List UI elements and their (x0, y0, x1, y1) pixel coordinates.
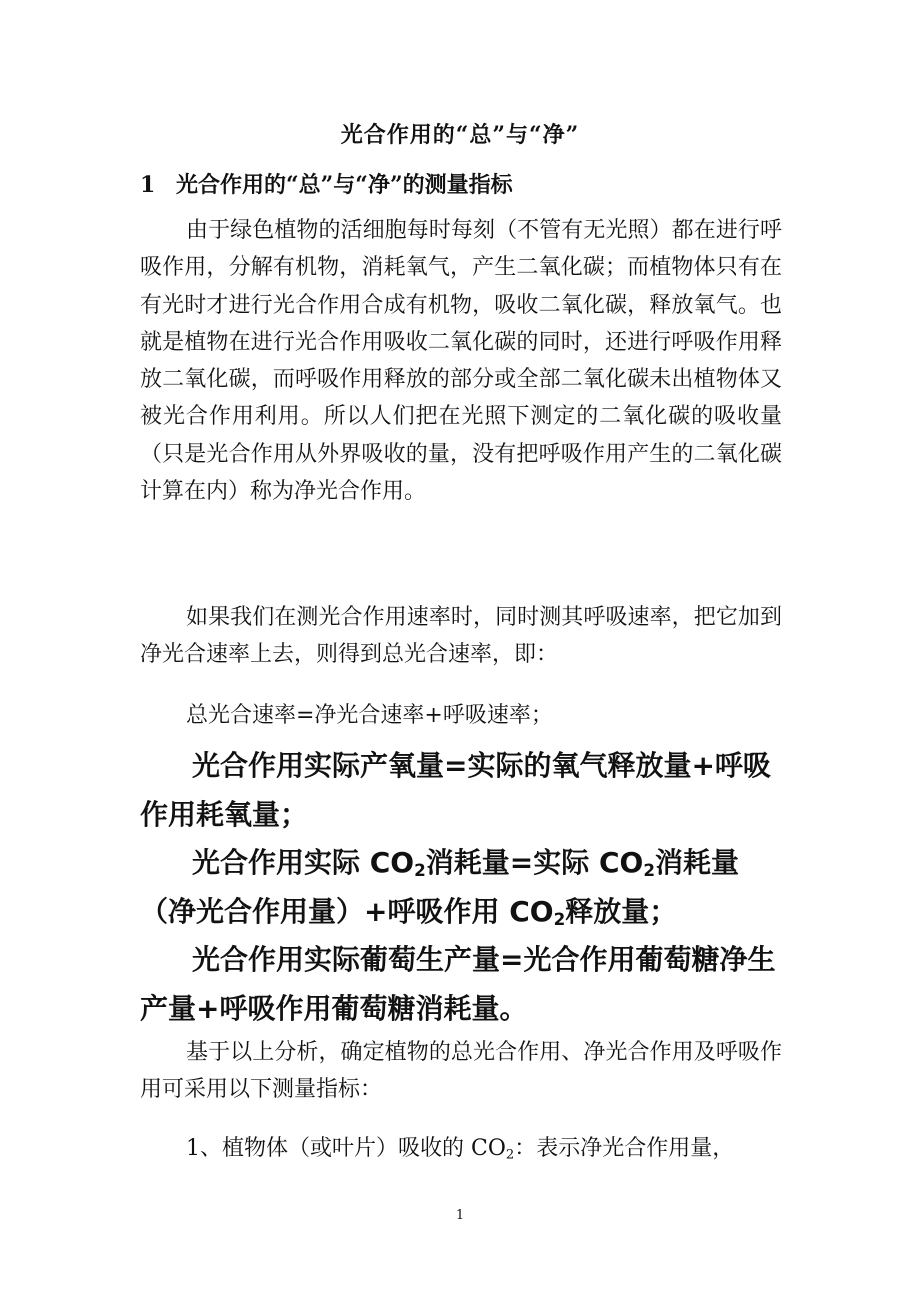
list-item-1-part2: ：表示净光合作用量， (514, 1136, 735, 1161)
formula-co2 (140, 838, 782, 936)
section-number: 1 (140, 172, 156, 198)
formula-co2-part4: 释放量； (565, 895, 678, 928)
formula-glucose: 光合作用实际葡萄生产量=光合作用葡萄糖净生产量+呼吸作用葡萄糖消耗量。 (140, 943, 776, 1025)
section-heading (140, 170, 513, 200)
formula-co2-sub3: 2 (553, 909, 566, 930)
page-number: 1 (455, 1208, 465, 1223)
paragraph-measurement-intro: 基于以上分析，确定植物的总光合作用、净光合作用及呼吸作用可采用以下测量指标： (140, 1040, 782, 1103)
formula-co2-sub1: 2 (414, 860, 426, 881)
formula-total-rate: 总光合速率=净光合速率+呼吸速率； (186, 703, 553, 728)
formula-co2-part1: 光合作用实际 CO (192, 846, 415, 879)
paragraph-respiration-explanation: 由于绿色植物的活细胞每时每刻（不管有无光照）都在进行呼吸作用，分解有机物，消耗氧气，产生二氧化碳；而植物体只有在有光时才进行光合作用合成有机物，吸收二氧化碳，释放氧气。也就是植物在进行光合作用吸收二氧化碳的同时，还进行呼吸作用释放二氧化碳，而呼吸作用释放的部分或全部二氧化碳未出植物体又被光合作用利用。所以人们把在光照下测定的二氧化碳的吸收量（只是光合作用从外界吸收的量，没有把呼吸作用产生的二氧化碳计算在内）称为净光合作用。 (140, 218, 782, 505)
formula-oxygen: 光合作用实际产氧量=实际的氧气释放量+呼吸作用耗氧量； (140, 749, 771, 831)
section-heading-text: 光合作用的“总”与“净”的测量指标 (176, 172, 513, 198)
paragraph-total-rate-intro: 如果我们在测光合作用速率时，同时测其呼吸速率，把它加到净光合速率上去，则得到总光合速率，即： (140, 605, 782, 668)
list-item-1-sub: 2 (505, 1147, 515, 1163)
formula-co2-sub2: 2 (643, 860, 656, 881)
list-item-1 (140, 1130, 782, 1167)
list-item-1-part1: 1、植物体（或叶片）吸收的 CO (186, 1136, 506, 1161)
formula-co2-part2: 消耗量=实际 CO (425, 846, 644, 879)
document-title: 光合作用的“总”与“净” (340, 122, 580, 148)
formula-co2-part3: 消耗量（净光合作用量）+呼吸作用 CO (140, 846, 740, 928)
